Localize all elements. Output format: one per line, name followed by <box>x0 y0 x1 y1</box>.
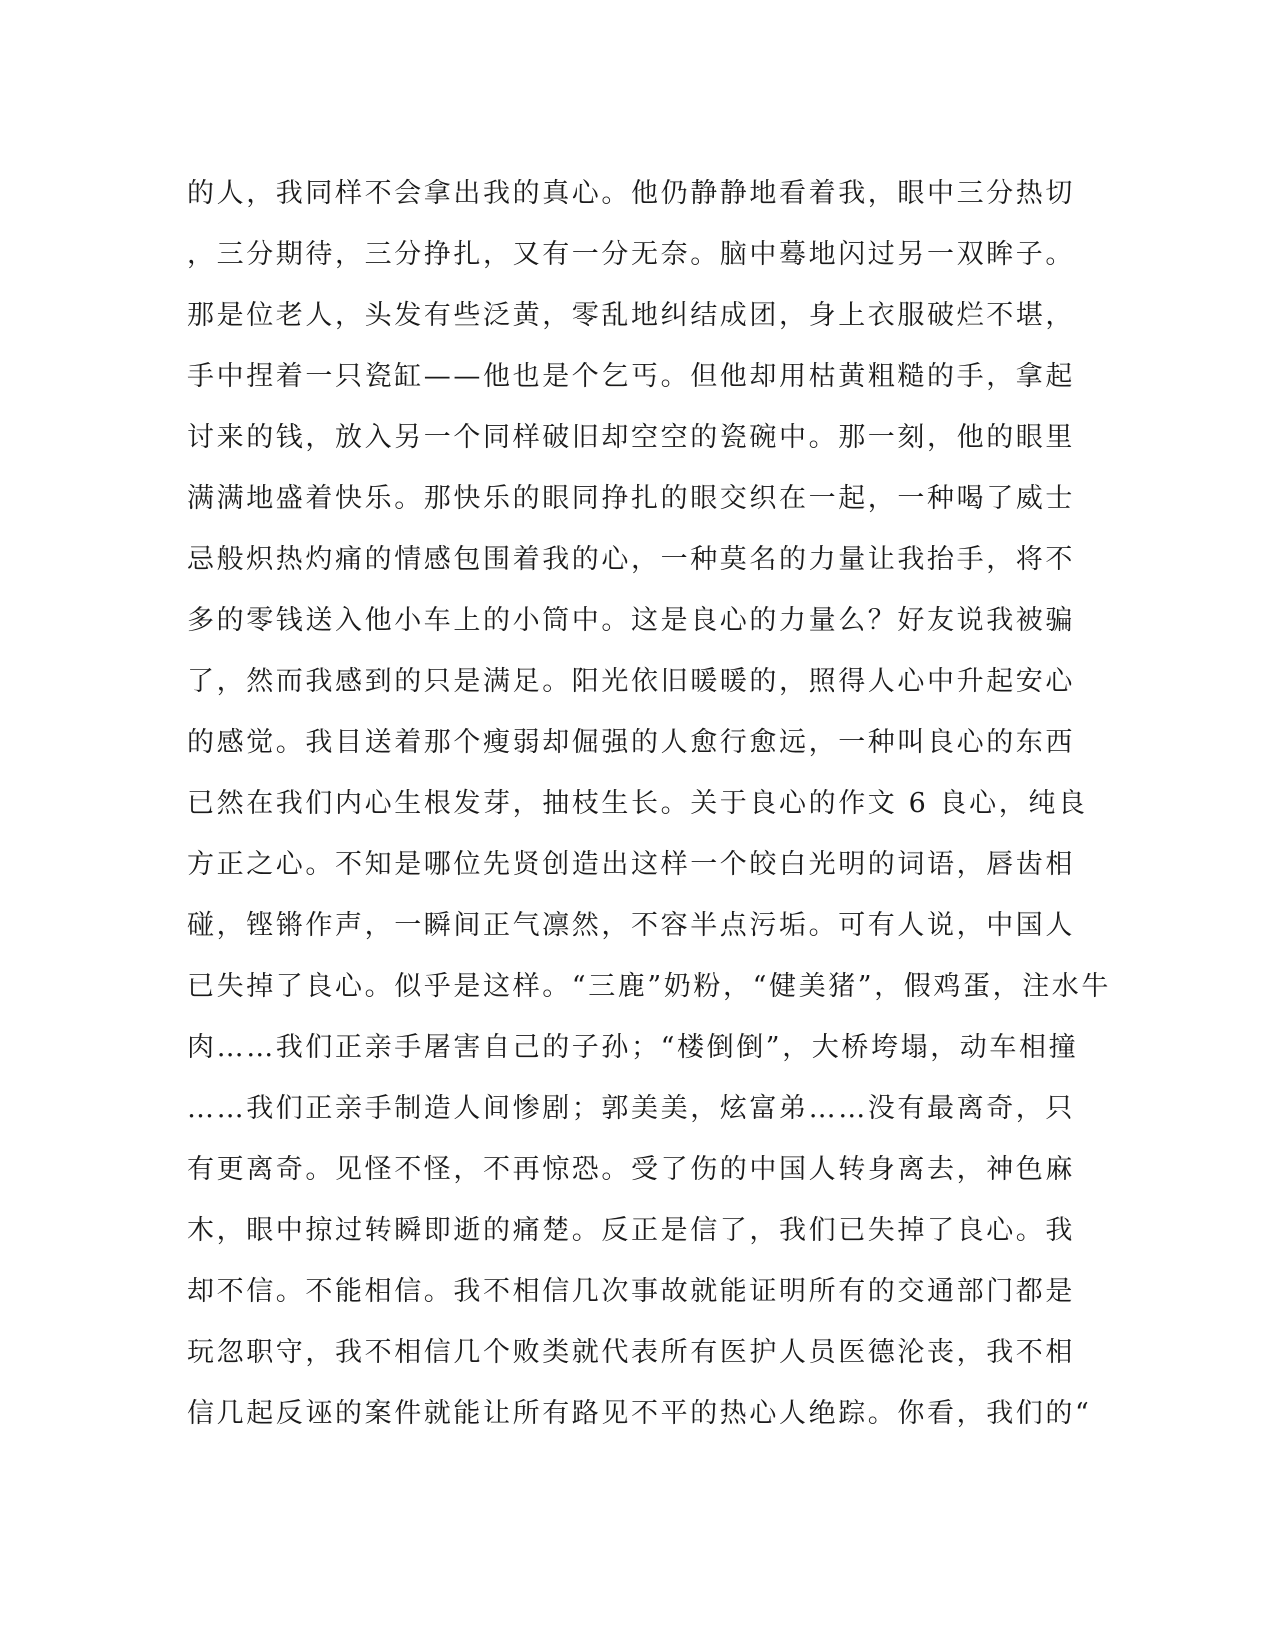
text-line: 忌般炽热灼痛的情感包围着我的心，一种莫名的力量让我抬手，将不 <box>187 544 1075 575</box>
text-line: 却不信。不能相信。我不相信几次事故就能证明所有的交通部门都是 <box>187 1276 1075 1307</box>
text-line: 多的零钱送入他小车上的小筒中。这是良心的力量么？好友说我被骗 <box>187 605 1075 636</box>
text-line: ，三分期待，三分挣扎，又有一分无奈。脑中蓦地闪过另一双眸子。 <box>187 239 1075 270</box>
body-text <box>187 163 1112 1444</box>
text-line: 的感觉。我目送着那个瘦弱却倔强的人愈行愈远，一种叫良心的东西 <box>187 727 1075 758</box>
text-line: 的人，我同样不会拿出我的真心。他仍静静地看着我，眼中三分热切 <box>187 178 1075 209</box>
text-line: 那是位老人，头发有些泛黄，零乱地纠结成团，身上衣服破烂不堪， <box>187 300 1075 331</box>
text-line: 满满地盛着快乐。那快乐的眼同挣扎的眼交织在一起，一种喝了威士 <box>187 483 1075 514</box>
text-line: 有更离奇。见怪不怪，不再惊恐。受了伤的中国人转身离去，神色麻 <box>187 1154 1075 1185</box>
text-line: 已失掉了良心。似乎是这样。“三鹿”奶粉，“健美猪”，假鸡蛋，注水牛 <box>187 971 1112 1002</box>
text-line: 肉……我们正亲手屠害自己的子孙；“楼倒倒”，大桥垮塌，动车相撞 <box>187 1032 1079 1063</box>
text-line: 木，眼中掠过转瞬即逝的痛楚。反正是信了，我们已失掉了良心。我 <box>187 1215 1075 1246</box>
text-line: 手中捏着一只瓷缸——他也是个乞丐。但他却用枯黄粗糙的手，拿起 <box>187 361 1075 392</box>
text-line: 已然在我们内心生根发芽，抽枝生长。关于良心的作文 6 良心，纯良 <box>187 788 1088 819</box>
text-line: 了，然而我感到的只是满足。阳光依旧暖暖的，照得人心中升起安心 <box>187 666 1075 697</box>
text-line: 方正之心。不知是哪位先贤创造出这样一个皎白光明的词语，唇齿相 <box>187 849 1075 880</box>
text-line: ……我们正亲手制造人间惨剧；郭美美，炫富弟……没有最离奇，只 <box>187 1093 1075 1124</box>
text-line: 信几起反诬的案件就能让所有路见不平的热心人绝踪。你看，我们的“ <box>187 1398 1092 1429</box>
text-line: 玩忽职守，我不相信几个败类就代表所有医护人员医德沦丧，我不相 <box>187 1337 1075 1368</box>
text-line: 碰，铿锵作声，一瞬间正气凛然，不容半点污垢。可有人说，中国人 <box>187 910 1075 941</box>
text-line: 讨来的钱，放入另一个同样破旧却空空的瓷碗中。那一刻，他的眼里 <box>187 422 1075 453</box>
